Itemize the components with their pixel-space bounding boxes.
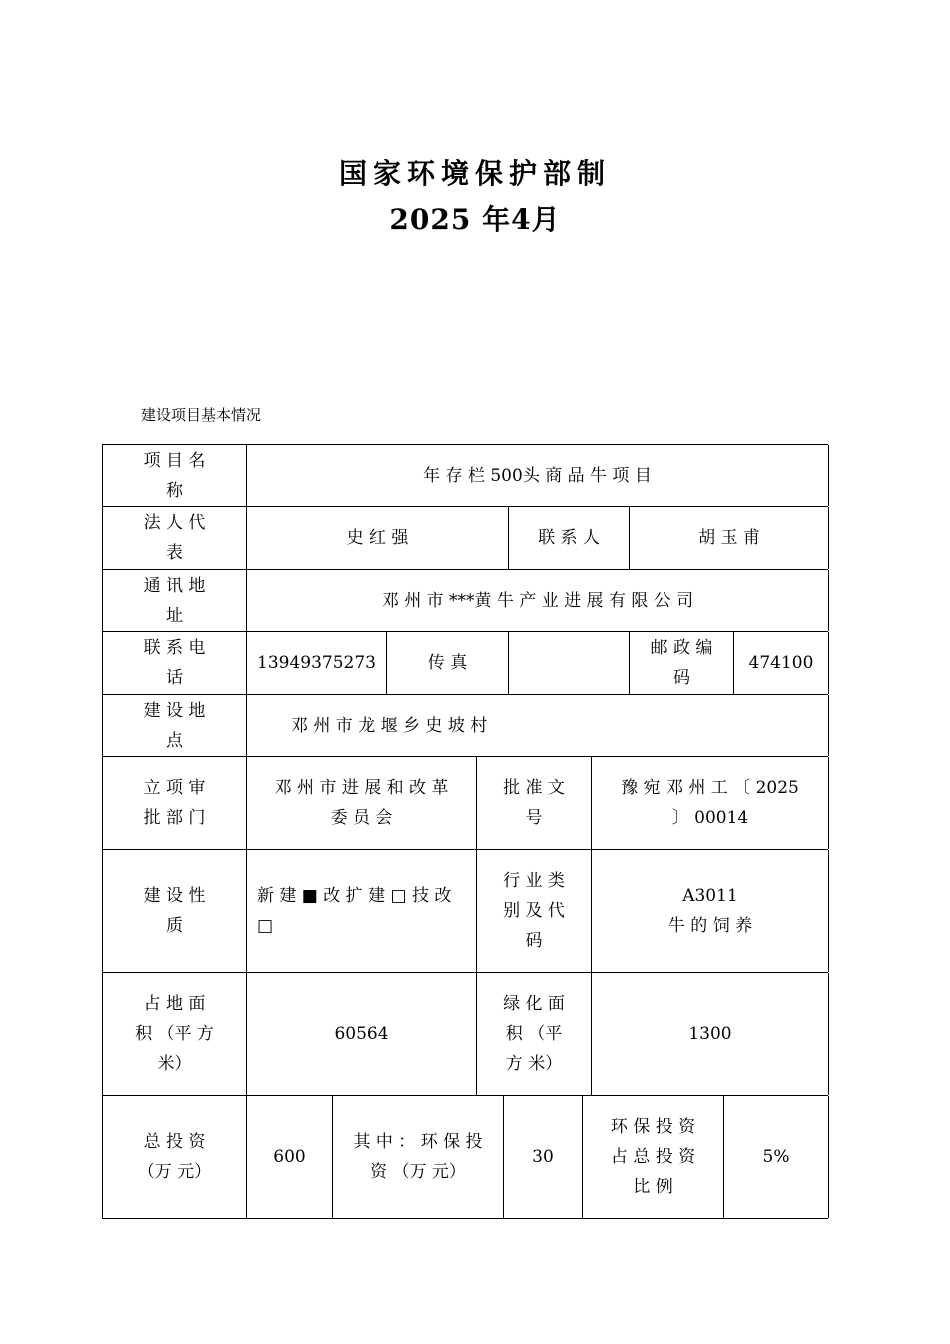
issue-date: 2025 年4月 (389, 203, 561, 236)
land-area-value: 60564 (247, 973, 477, 1095)
industry-label: 行 业 类 别 及 代 码 (477, 850, 592, 972)
address-value: 邓 州 市 ***黄 牛 产 业 进 展 有 限 公 司 (247, 570, 829, 631)
table-row (102, 631, 828, 694)
fax-label: 传 真 (387, 632, 509, 694)
location-value: 邓 州 市 龙 堰 乡 史 坡 村 (247, 695, 829, 756)
contact-label: 联 系 人 (509, 507, 630, 569)
env-invest-label: 其 中 ： 环 保 投 资 （万 元） (333, 1096, 504, 1218)
total-invest-value: 600 (247, 1096, 333, 1218)
env-ratio-value: 5% (724, 1096, 829, 1218)
contact-value: 胡 玉 甫 (630, 507, 829, 569)
nature-value: 新 建 ■ 改 扩 建 □ 技 改 □ (247, 850, 477, 972)
phone-value: 13949375273 (247, 632, 387, 694)
green-area-value: 1300 (592, 973, 829, 1095)
postal-value: 474100 (734, 632, 829, 694)
legal-rep-label: 法 人 代 表 (103, 507, 247, 569)
table-row (102, 849, 828, 972)
legal-rep-value: 史 红 强 (247, 507, 509, 569)
postal-label: 邮 政 编 码 (630, 632, 734, 694)
approval-dept-label: 立 项 审 批 部 门 (103, 757, 247, 849)
project-name-value: 年 存 栏 500头 商 品 牛 项 目 (247, 445, 829, 506)
env-invest-value: 30 (504, 1096, 583, 1218)
address-label: 通 讯 地 址 (103, 570, 247, 631)
project-info-table (102, 444, 828, 1219)
phone-label: 联 系 电 话 (103, 632, 247, 694)
approval-no-label: 批 准 文 号 (477, 757, 592, 849)
fax-value (509, 632, 630, 694)
location-label: 建 设 地 点 (103, 695, 247, 756)
industry-value (592, 850, 829, 972)
env-ratio-label: 环 保 投 资 占 总 投 资 比 例 (583, 1096, 724, 1218)
table-row (102, 694, 828, 756)
land-area-label: 占 地 面 积 （平 方 米） (103, 973, 247, 1095)
approval-no-value: 豫 宛 邓 州 工 〔 2025 〕 00014 (592, 757, 829, 849)
approval-dept-value: 邓 州 市 进 展 和 改 革 委 员 会 (247, 757, 477, 849)
table-row (102, 506, 828, 569)
nature-label: 建 设 性 质 (103, 850, 247, 972)
issuer-title: 国家环境保护部制 (338, 157, 611, 190)
project-name-label: 项 目 名 称 (103, 445, 247, 506)
table-row (102, 444, 828, 506)
total-invest-label: 总 投 资 （万 元） (103, 1096, 247, 1218)
industry-desc: 牛 的 饲 养 (667, 916, 753, 936)
table-row (102, 972, 828, 1095)
table-row (102, 569, 828, 631)
table-row (102, 756, 828, 849)
green-area-label: 绿 化 面 积 （平 方 米） (477, 973, 592, 1095)
table-row (102, 1095, 828, 1219)
industry-code: A3011 (682, 886, 738, 906)
section-title: 建设项目基本情况 (141, 406, 262, 424)
